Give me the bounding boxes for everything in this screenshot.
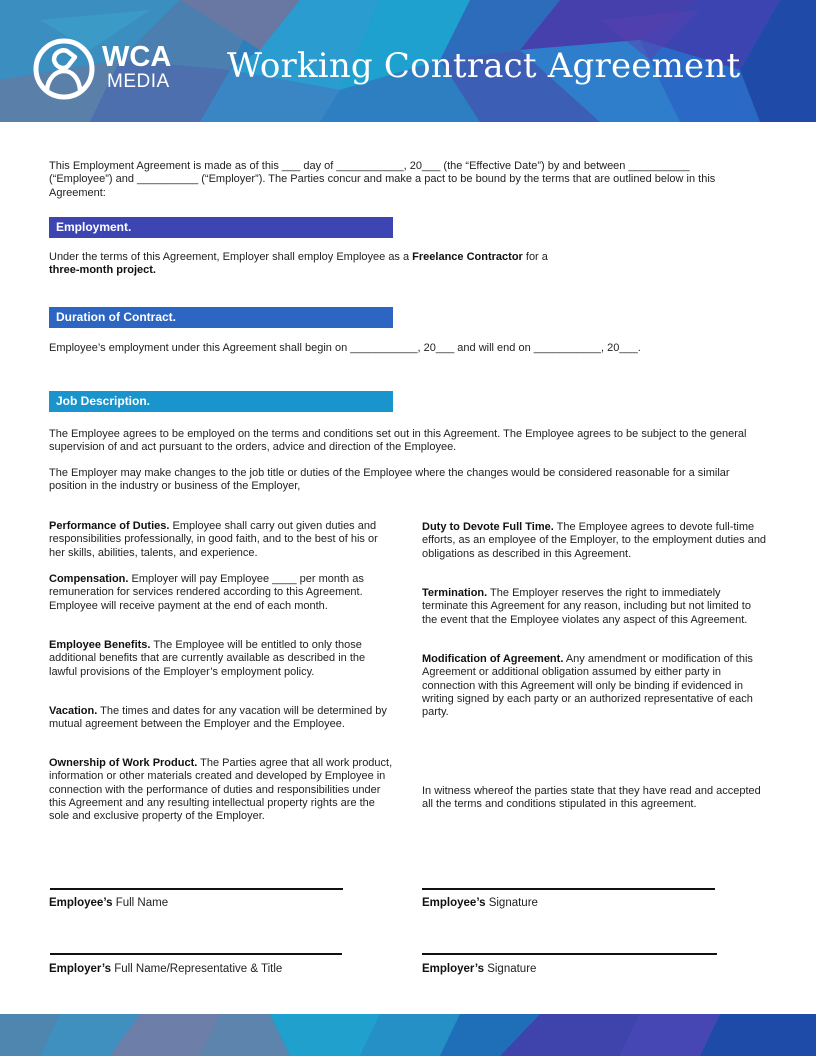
- clause-termination: [422, 587, 767, 627]
- logo-secondary-text: MEDIA: [107, 71, 170, 92]
- section-heading-duration: Duration of Contract.: [49, 307, 393, 328]
- clause-ownership-of-work-product: [49, 757, 394, 823]
- header-banner: [0, 0, 816, 122]
- polygon-background: [0, 1014, 816, 1056]
- signature-line-employer-name[interactable]: [50, 953, 342, 955]
- witness-statement: In witness whereof the parties state that they have read and accepted all the terms and conditions stipulated in this agreement.: [422, 785, 761, 811]
- signature-label-employee-signature: [422, 896, 538, 910]
- job-description-paragraph-2: The Employer may make changes to the job title or duties of the Employee where the changes would be considered reasonable for a similar position in the industry or business of the Employer,: [49, 467, 730, 493]
- clause-text: The Parties agree that all work product, information or other materials created and developed by Employee in connection with the performance of duties and responsibilities under this Agreement and any resulting intellectual property rights are the sole and exclusive property of the Employer.: [49, 757, 393, 823]
- clause-title: Performance of Duties.: [49, 520, 170, 532]
- signature-label-employer-signature: [422, 962, 536, 976]
- person-circle-logo-icon: [32, 38, 98, 100]
- signature-label-text: Signature: [485, 897, 538, 909]
- clause-text: The times and dates for any vacation will be determined by mutual agreement between the Employer and the Employee.: [49, 705, 387, 731]
- signature-label-bold: Employer’s: [422, 963, 484, 975]
- clause-modification-of-agreement: [422, 653, 767, 719]
- signature-label-text: Full Name/Representative & Title: [111, 963, 283, 975]
- signature-label-bold: Employee’s: [49, 897, 113, 909]
- signature-line-employee-signature[interactable]: [422, 888, 715, 890]
- job-description-paragraph-1: The Employee agrees to be employed on the terms and conditions set out in this Agreement. The Employee agrees to be subject to the general supervision of and act pursuant to the orders, advice and direction of the Employee.: [49, 428, 747, 454]
- signature-line-employee-name[interactable]: [50, 888, 343, 890]
- clause-title: Modification of Agreement.: [422, 653, 564, 665]
- clause-title: Ownership of Work Product.: [49, 757, 198, 769]
- clause-text: Employer will pay Employee ____ per month as remuneration for services rendered according to this Agreement. Employee will receive payment at the end of each month.: [49, 573, 364, 612]
- signature-label-employee-name: [49, 896, 168, 910]
- clause-text: Employee shall carry out given duties and responsibilities professionally, in good faith, and to the best of his or her skills, abilities, talents, and experience.: [49, 520, 378, 559]
- signature-label-bold: Employer’s: [49, 963, 111, 975]
- clause-performance-of-duties: [49, 520, 394, 560]
- clause-title: Duty to Devote Full Time.: [422, 521, 554, 533]
- employment-role: Freelance Contractor: [412, 251, 523, 263]
- clause-employee-benefits: [49, 639, 394, 679]
- clause-compensation: [49, 573, 394, 613]
- duration-paragraph: Employee’s employment under this Agreement shall begin on ___________, 20___ and will end on ___________, 20___.: [49, 342, 641, 354]
- clause-text: The Employee will be entitled to only those additional benefits that are currently available as described in the lawful provisions of the Employer’s employment policy.: [49, 639, 366, 678]
- clause-text: The Employee agrees to devote full-time efforts, as an employee of the Employer, to the employment duties and obligations as described in this Agreement.: [422, 521, 767, 560]
- section-heading-employment: Employment.: [49, 217, 393, 238]
- signature-line-employer-signature[interactable]: [422, 953, 717, 955]
- clause-duty-to-devote-full-time: [422, 521, 767, 561]
- signature-label-text: Full Name: [112, 897, 169, 909]
- section-heading-job-description: Job Description.: [49, 391, 393, 412]
- logo: [32, 38, 172, 98]
- clause-title: Employee Benefits.: [49, 639, 151, 651]
- signature-label-bold: Employee’s: [422, 897, 486, 909]
- clause-vacation: [49, 705, 394, 732]
- signature-label-employer-name: [49, 962, 282, 976]
- clause-title: Compensation.: [49, 573, 129, 585]
- intro-paragraph: This Employment Agreement is made as of this ___ day of ___________, 20___ (the “Effective Date”) by and between __________ (“Employee”) and __________ (“Employer”). The Parties concur and make a pact to be bound by the terms that are outlined below in this Agreement:: [49, 160, 716, 199]
- clause-title: Vacation.: [49, 705, 98, 717]
- clause-text: Any amendment or modification of this Agreement or additional obligation assumed by either party in connection with this Agreement will only be binding if evidenced in writing signed by each party or an authorized representative of each party.: [422, 653, 753, 719]
- employment-paragraph: [49, 251, 649, 278]
- logo-primary-text: WCA: [102, 41, 172, 73]
- document-title: Working Contract Agreement: [227, 46, 741, 86]
- footer-banner: [0, 1014, 816, 1056]
- employment-duration: three-month project.: [49, 264, 156, 277]
- clause-title: Termination.: [422, 587, 488, 599]
- employment-text-before: Under the terms of this Agreement, Employer shall employ Employee as a: [49, 251, 413, 263]
- clause-text: The Employer reserves the right to immediately terminate this Agreement for any reason, including but not limited to the event that the Employee violates any aspect of this Agreement.: [422, 587, 751, 626]
- employment-text-mid: for a: [522, 251, 548, 263]
- signature-label-text: Signature: [484, 963, 537, 975]
